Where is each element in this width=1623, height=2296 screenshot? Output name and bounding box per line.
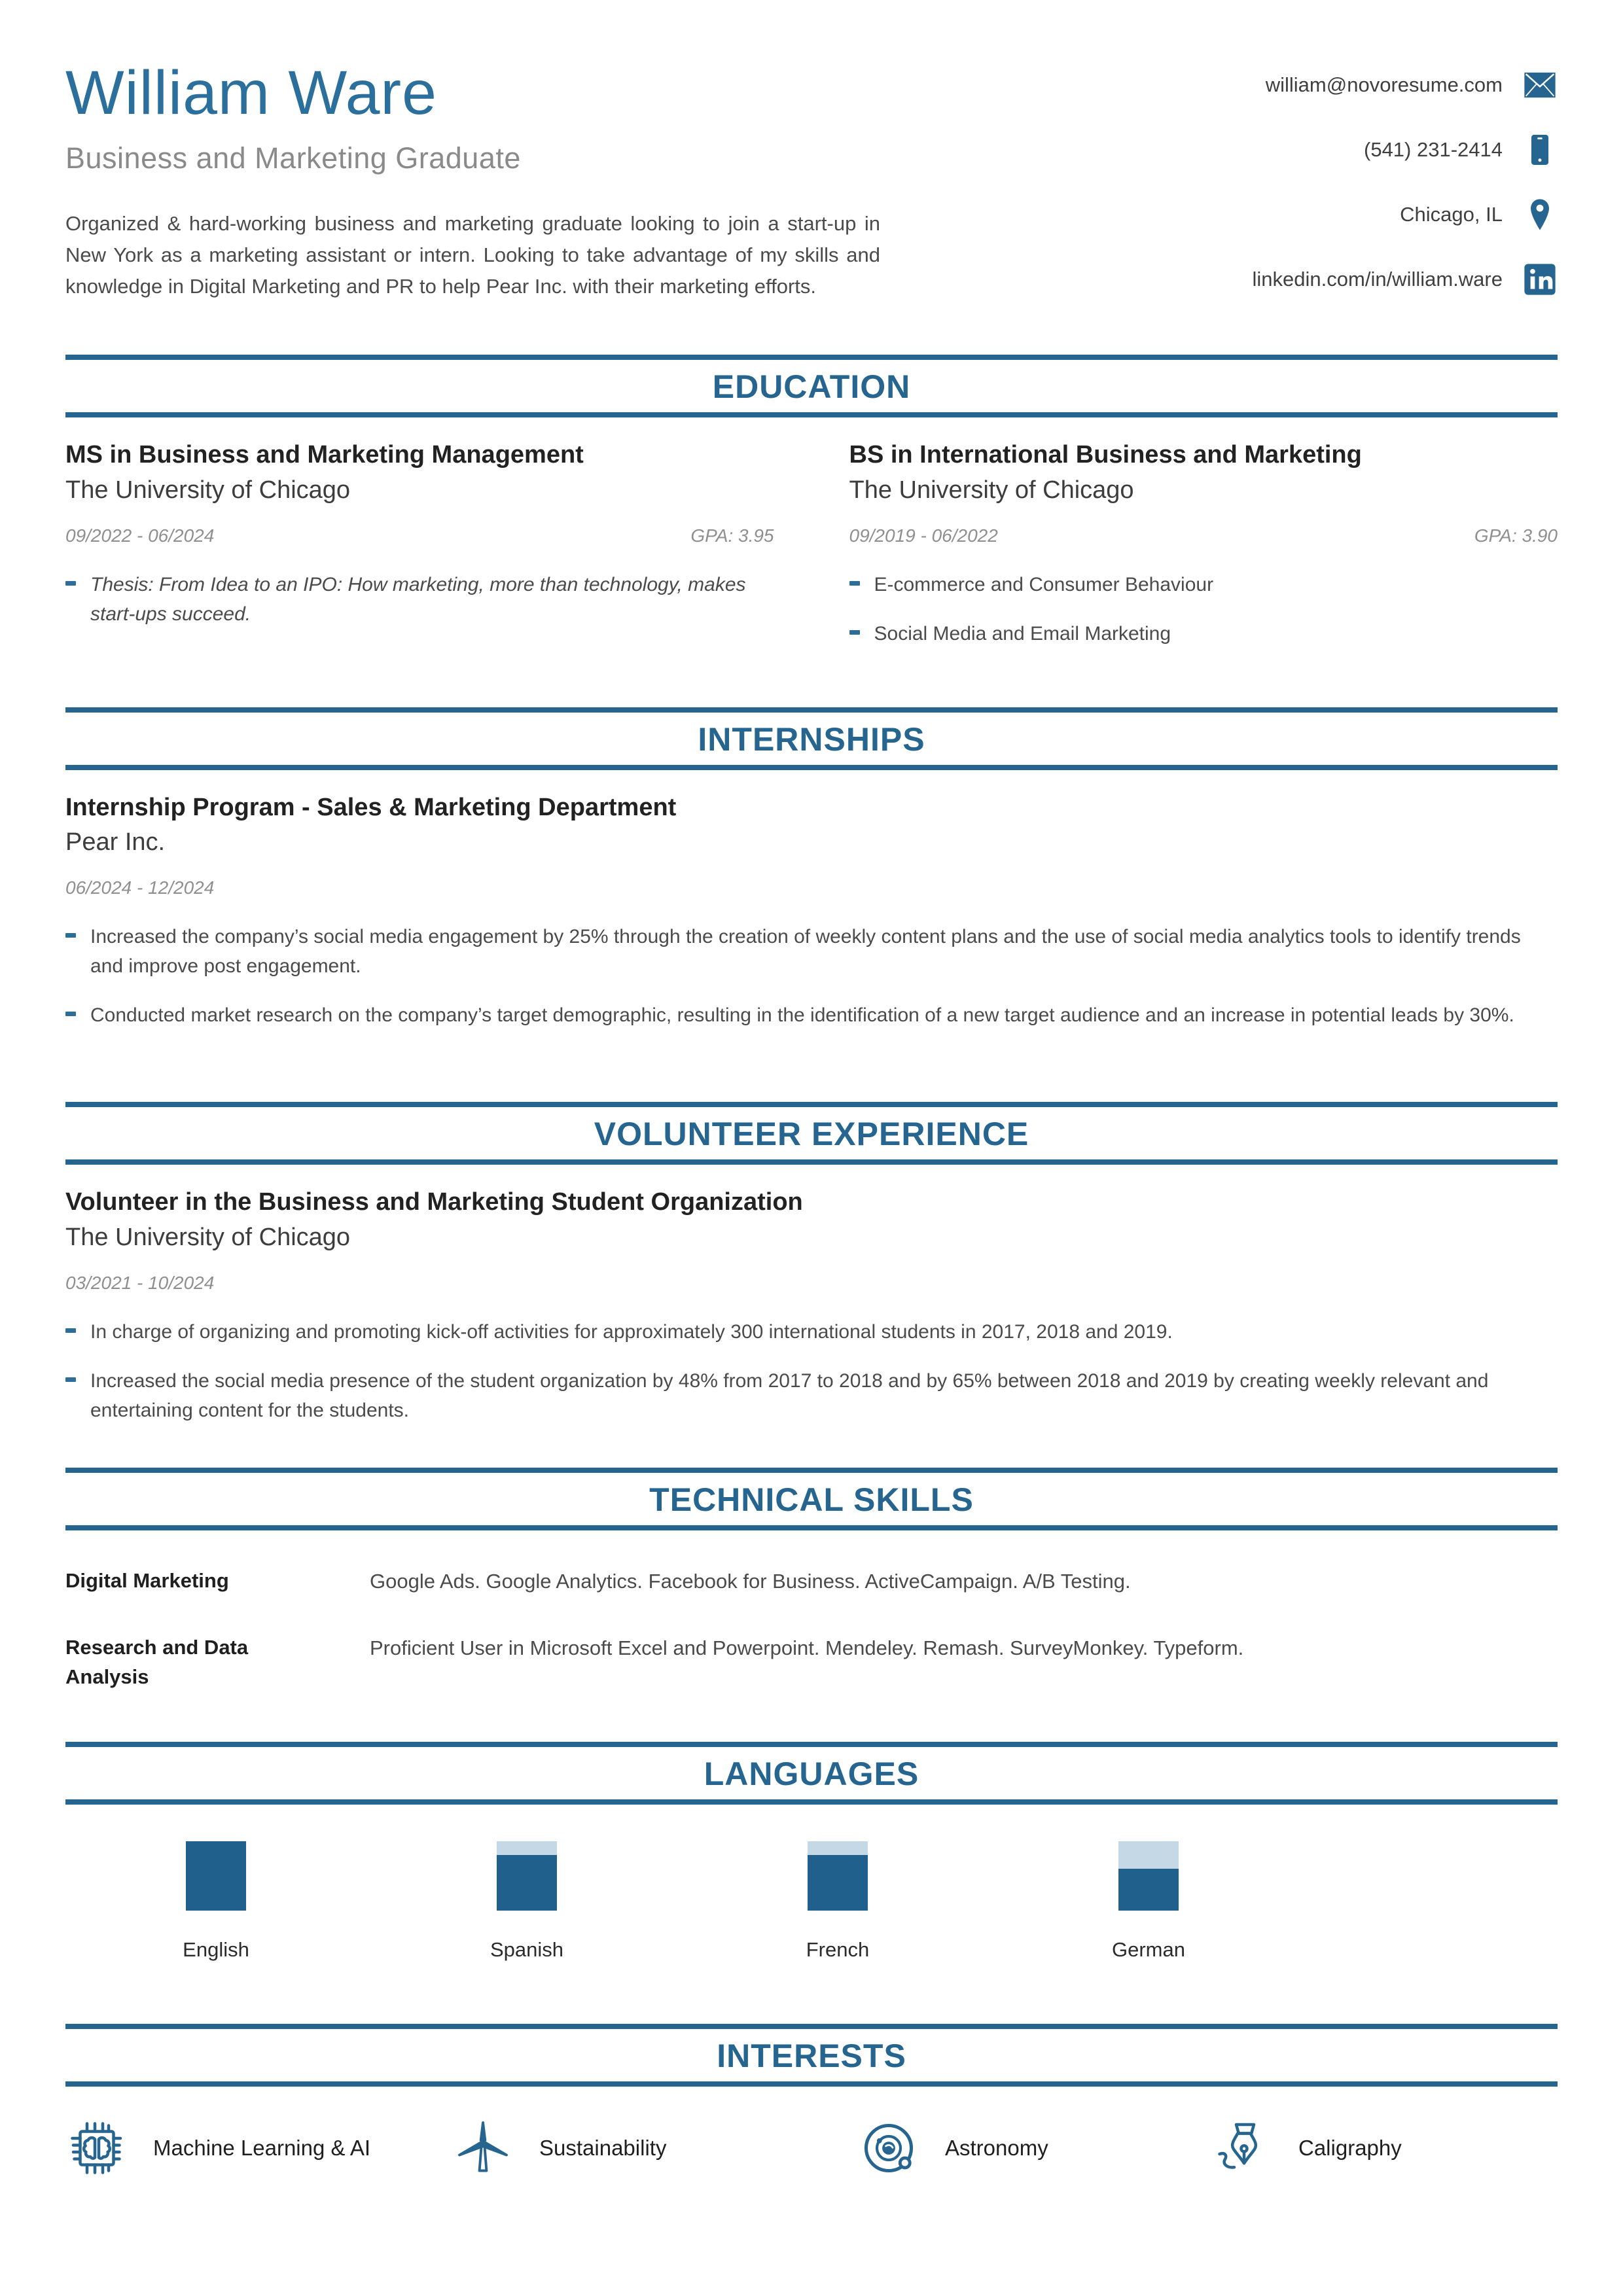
bullet-item: In charge of organizing and promoting kick-off activities for approximately 300 international students in 2017, 2018 and 2019. — [65, 1317, 1558, 1347]
company-name: Pear Inc. — [65, 828, 166, 857]
language-level-bar — [808, 1841, 868, 1911]
bullet-item: Increased the social media presence of the student organization by 48% from 2017 to 2018 and by 65% between 2018 and 2019 by creating weekly relevant and entertaining content for the students. — [65, 1366, 1558, 1425]
interest-label: Astronomy — [945, 2136, 1048, 2161]
section-heading-skills — [65, 1468, 1558, 1530]
section-heading-education — [65, 355, 1558, 417]
section-heading-languages — [65, 1742, 1558, 1805]
section-education — [65, 355, 1558, 648]
education-entries — [65, 440, 1558, 648]
entry-meta — [65, 1273, 1558, 1294]
bullet-dash-icon — [65, 581, 76, 586]
entry-meta — [65, 877, 1558, 898]
pen-nib-icon — [1211, 2117, 1274, 2180]
interest-label: Sustainability — [539, 2136, 667, 2161]
language-item — [1083, 1841, 1214, 1962]
school-name: The University of Chicago — [65, 476, 351, 504]
language-level-fill — [808, 1855, 868, 1911]
section-languages — [65, 1742, 1558, 1962]
skill-category: Digital Marketing — [65, 1568, 229, 1592]
section-technical-skills — [65, 1468, 1558, 1692]
language-level-bar — [1118, 1841, 1179, 1911]
section-heading-internships — [65, 707, 1558, 770]
skill-category: Research and Data Analysis — [65, 1636, 249, 1689]
school-name: The University of Chicago — [849, 476, 1134, 504]
bullet-dash-icon — [849, 630, 860, 635]
skill-row — [65, 1633, 1558, 1692]
language-label: German — [1112, 1938, 1185, 1962]
skill-row — [65, 1566, 1558, 1597]
interest-list — [65, 2117, 1558, 2180]
skill-detail: Proficient User in Microsoft Excel and Powerpoint. Mendeley. Remash. SurveyMonkey. Typeform. — [370, 1636, 1244, 1660]
person-name: William Ware — [65, 58, 437, 128]
bullet-dash-icon — [849, 581, 860, 586]
gpa-value: GPA: 3.90 — [1474, 525, 1558, 546]
wind-turbine-icon — [452, 2117, 514, 2180]
interest-item — [857, 2117, 1211, 2180]
internship-entry — [65, 792, 1558, 1031]
contact-list — [1253, 62, 1558, 302]
summary-text: Organized & hard-working business and marketing graduate looking to join a start-up in New York as a marketing assistant or intern. Looking to take advantage of my skills and knowledge in Digital Marketing and PR to help Pear Inc. with their marketing efforts. — [65, 212, 880, 298]
gpa-value: GPA: 3.95 — [690, 525, 774, 546]
section-volunteer-experience — [65, 1102, 1558, 1425]
skill-detail: Google Ads. Google Analytics. Facebook for Business. ActiveCampaign. A/B Testing. — [370, 1569, 1131, 1593]
entry-meta — [65, 525, 774, 546]
interest-item — [1211, 2117, 1558, 2180]
language-label: Spanish — [490, 1938, 564, 1962]
contact-row-email — [1266, 67, 1558, 103]
section-internships — [65, 707, 1558, 1031]
section-heading-interests — [65, 2024, 1558, 2087]
interest-item — [65, 2117, 452, 2180]
location-value: Chicago, IL — [1400, 203, 1503, 226]
language-item — [151, 1841, 281, 1962]
orbit-planet-icon — [857, 2117, 920, 2180]
header — [65, 58, 1558, 302]
language-list — [65, 1841, 1558, 1962]
entry-meta — [849, 525, 1558, 546]
section-heading-volunteer — [65, 1102, 1558, 1165]
bullet-dash-icon — [65, 1328, 76, 1333]
language-level-fill — [497, 1855, 557, 1911]
bullet-dash-icon — [65, 1377, 76, 1382]
bullet-item: Increased the company’s social media engagement by 25% through the creation of weekly content plans and the use of social media analytics tools to identify trends and improve post engagement. — [65, 922, 1558, 981]
role-title: Volunteer in the Business and Marketing Student Organization — [65, 1188, 803, 1216]
contact-row-linkedin — [1253, 262, 1558, 297]
contact-row-location — [1400, 197, 1558, 232]
skills-heading: TECHNICAL SKILLS — [649, 1481, 974, 1518]
contact-row-phone — [1364, 132, 1558, 168]
chip-brain-icon — [65, 2117, 128, 2180]
language-level-bar — [186, 1841, 246, 1911]
language-item — [461, 1841, 592, 1962]
date-range: 06/2024 - 12/2024 — [65, 877, 215, 898]
date-range: 09/2019 - 06/2022 — [849, 525, 998, 546]
volunteer-entry — [65, 1187, 1558, 1425]
bullet-dash-icon — [65, 933, 76, 938]
internships-heading: INTERNSHIPS — [698, 720, 925, 758]
date-range: 09/2022 - 06/2024 — [65, 525, 215, 546]
bullet-item: Social Media and Email Marketing — [849, 619, 1558, 648]
header-identity — [65, 58, 880, 302]
degree-title: MS in Business and Marketing Management — [65, 441, 584, 469]
email-icon — [1522, 67, 1558, 103]
email-value[interactable]: william@novoresume.com — [1265, 73, 1503, 96]
language-level-fill — [1118, 1869, 1179, 1911]
linkedin-icon — [1522, 262, 1558, 297]
languages-heading: LANGUAGES — [704, 1756, 919, 1793]
volunteer-heading: VOLUNTEER EXPERIENCE — [594, 1116, 1029, 1153]
phone-icon — [1522, 132, 1558, 168]
interests-heading: INTERESTS — [717, 2038, 906, 2075]
interest-label: Caligraphy — [1298, 2136, 1402, 2161]
role-title: Internship Program - Sales & Marketing Department — [65, 793, 677, 821]
bullet-list — [65, 1317, 1558, 1425]
person-job-title: Business and Marketing Graduate — [65, 141, 521, 175]
language-label: English — [183, 1938, 249, 1962]
location-icon — [1522, 197, 1558, 232]
linkedin-value[interactable]: linkedin.com/in/william.ware — [1252, 268, 1503, 291]
bullet-item: E-commerce and Consumer Behaviour — [849, 570, 1558, 599]
language-level-fill — [186, 1841, 246, 1911]
bullet-item: Thesis: From Idea to an IPO: How marketing, more than technology, makes start-ups succeed. — [65, 570, 774, 629]
date-range: 03/2021 - 10/2024 — [65, 1272, 215, 1293]
language-label: French — [806, 1938, 870, 1962]
interest-label: Machine Learning & AI — [153, 2136, 371, 2161]
bullet-list — [849, 570, 1558, 648]
education-entry — [65, 440, 774, 648]
bullet-list — [65, 570, 774, 629]
degree-title: BS in International Business and Marketing — [849, 441, 1362, 469]
organization-name: The University of Chicago — [65, 1223, 351, 1251]
bullet-list — [65, 922, 1558, 1030]
bullet-item: Conducted market research on the company’s target demographic, resulting in the identification of a new target audience and an increase in potential leads by 30%. — [65, 1000, 1558, 1030]
bullet-dash-icon — [65, 1012, 76, 1016]
language-item — [772, 1841, 903, 1962]
phone-value: (541) 231-2414 — [1364, 138, 1503, 161]
interest-item — [452, 2117, 857, 2180]
skills-table — [65, 1566, 1558, 1692]
language-level-bar — [497, 1841, 557, 1911]
education-entry — [849, 440, 1558, 648]
education-heading: EDUCATION — [712, 368, 911, 406]
section-interests — [65, 2024, 1558, 2180]
